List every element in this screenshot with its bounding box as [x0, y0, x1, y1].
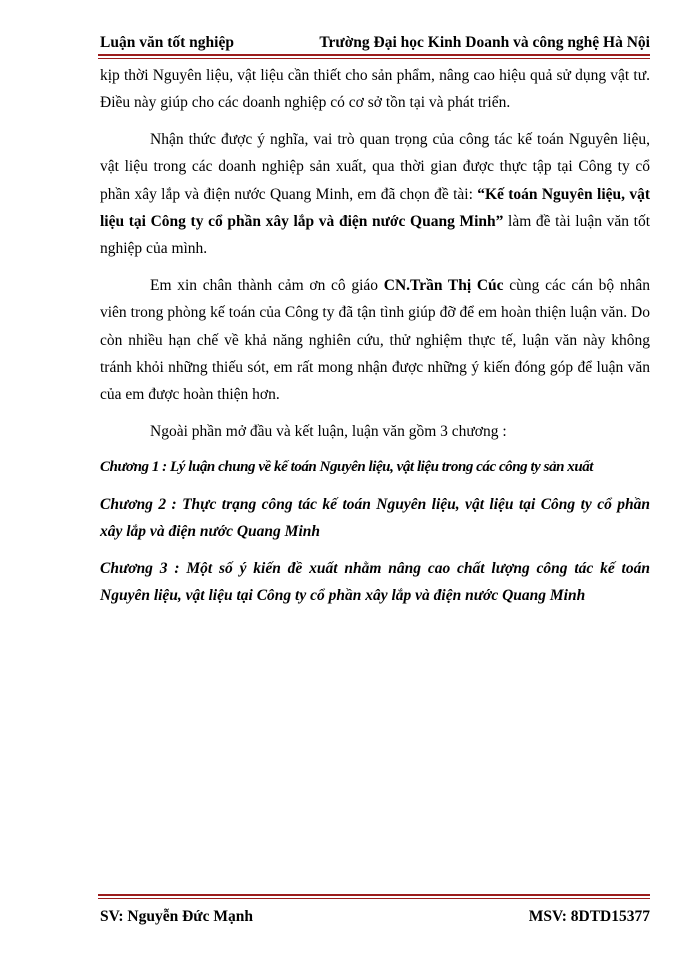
thesis-title: “Kế toán Nguyên liệu, vật liệu tại Công ty cổ phần xây lắp và điện nước Quang Minh” — [100, 185, 650, 231]
paragraph-2-text-a: Nhận thức được ý nghĩa, vai trò quan trọng của công tác kế toán Nguyên liệu, vật liệu trong các doanh nghiệp sản xuất, qua thời gian được thực tập tại Công ty cổ phần xây lắp và điện nước Quang Minh, em đã chọn đề tài: — [100, 130, 650, 203]
header-divider — [98, 54, 650, 59]
footer-student-id: MSV: 8DTD15377 — [528, 908, 650, 925]
paragraph-3-text-a: Em xin chân thành cảm ơn cô giáo — [150, 276, 384, 294]
header-right-school: Trường Đại học Kinh Doanh và công nghệ Hà Nội — [319, 34, 650, 51]
paragraph-3-text-b: cùng các cán bộ nhân viên trong phòng kế toán của Công ty đã tận tình giúp đỡ để em hoàn thiện luận văn. Do còn nhiều hạn chế về khả năng nghiên cứu, thử nghiệm thực tế, luận văn này không tránh khỏi những thiếu sót, em rất mong nhận được những ý kiến đóng góp để luận văn của em được hoàn thiện hơn. — [100, 276, 650, 404]
paragraph-4: Ngoài phần mở đầu và kết luận, luận văn gồm 3 chương : — [150, 422, 507, 440]
chapter-2: Chương 2 : Thực trạng công tác kế toán Nguyên liệu, vật liệu tại Công ty cổ phần xây lắp và điện nước Quang Minh — [100, 495, 650, 541]
paragraph-1: kịp thời Nguyên liệu, vật liệu cần thiết cho sản phẩm, nâng cao hiệu quả sử dụng vật tư. Điều này giúp cho các doanh nghiệp có cơ sở tồn tại và phát triển. — [100, 67, 650, 112]
chapter-1: Chương 1 : Lý luận chung về kế toán Nguyên liệu, vật liệu trong các công ty sản xuất — [100, 459, 594, 476]
paragraph-2 — [100, 126, 650, 263]
page-footer — [100, 908, 650, 926]
supervisor-name: CN.Trần Thị Cúc — [383, 276, 504, 294]
document-body — [100, 62, 650, 618]
paragraph-3 — [100, 272, 650, 409]
footer-student-name: SV: Nguyễn Đức Mạnh — [100, 908, 253, 925]
page-header — [100, 34, 650, 52]
footer-divider — [98, 894, 650, 899]
header-left-title: Luận văn tốt nghiệp — [100, 34, 234, 51]
paragraph-2-text-b: làm đề tài luận văn tốt nghiệp của mình. — [100, 213, 650, 258]
chapter-3: Chương 3 : Một số ý kiến đề xuất nhằm nâng cao chất lượng công tác kế toán Nguyên liệu, vật liệu tại Công ty cổ phần xây lắp và điện nước Quang Minh — [100, 559, 650, 604]
